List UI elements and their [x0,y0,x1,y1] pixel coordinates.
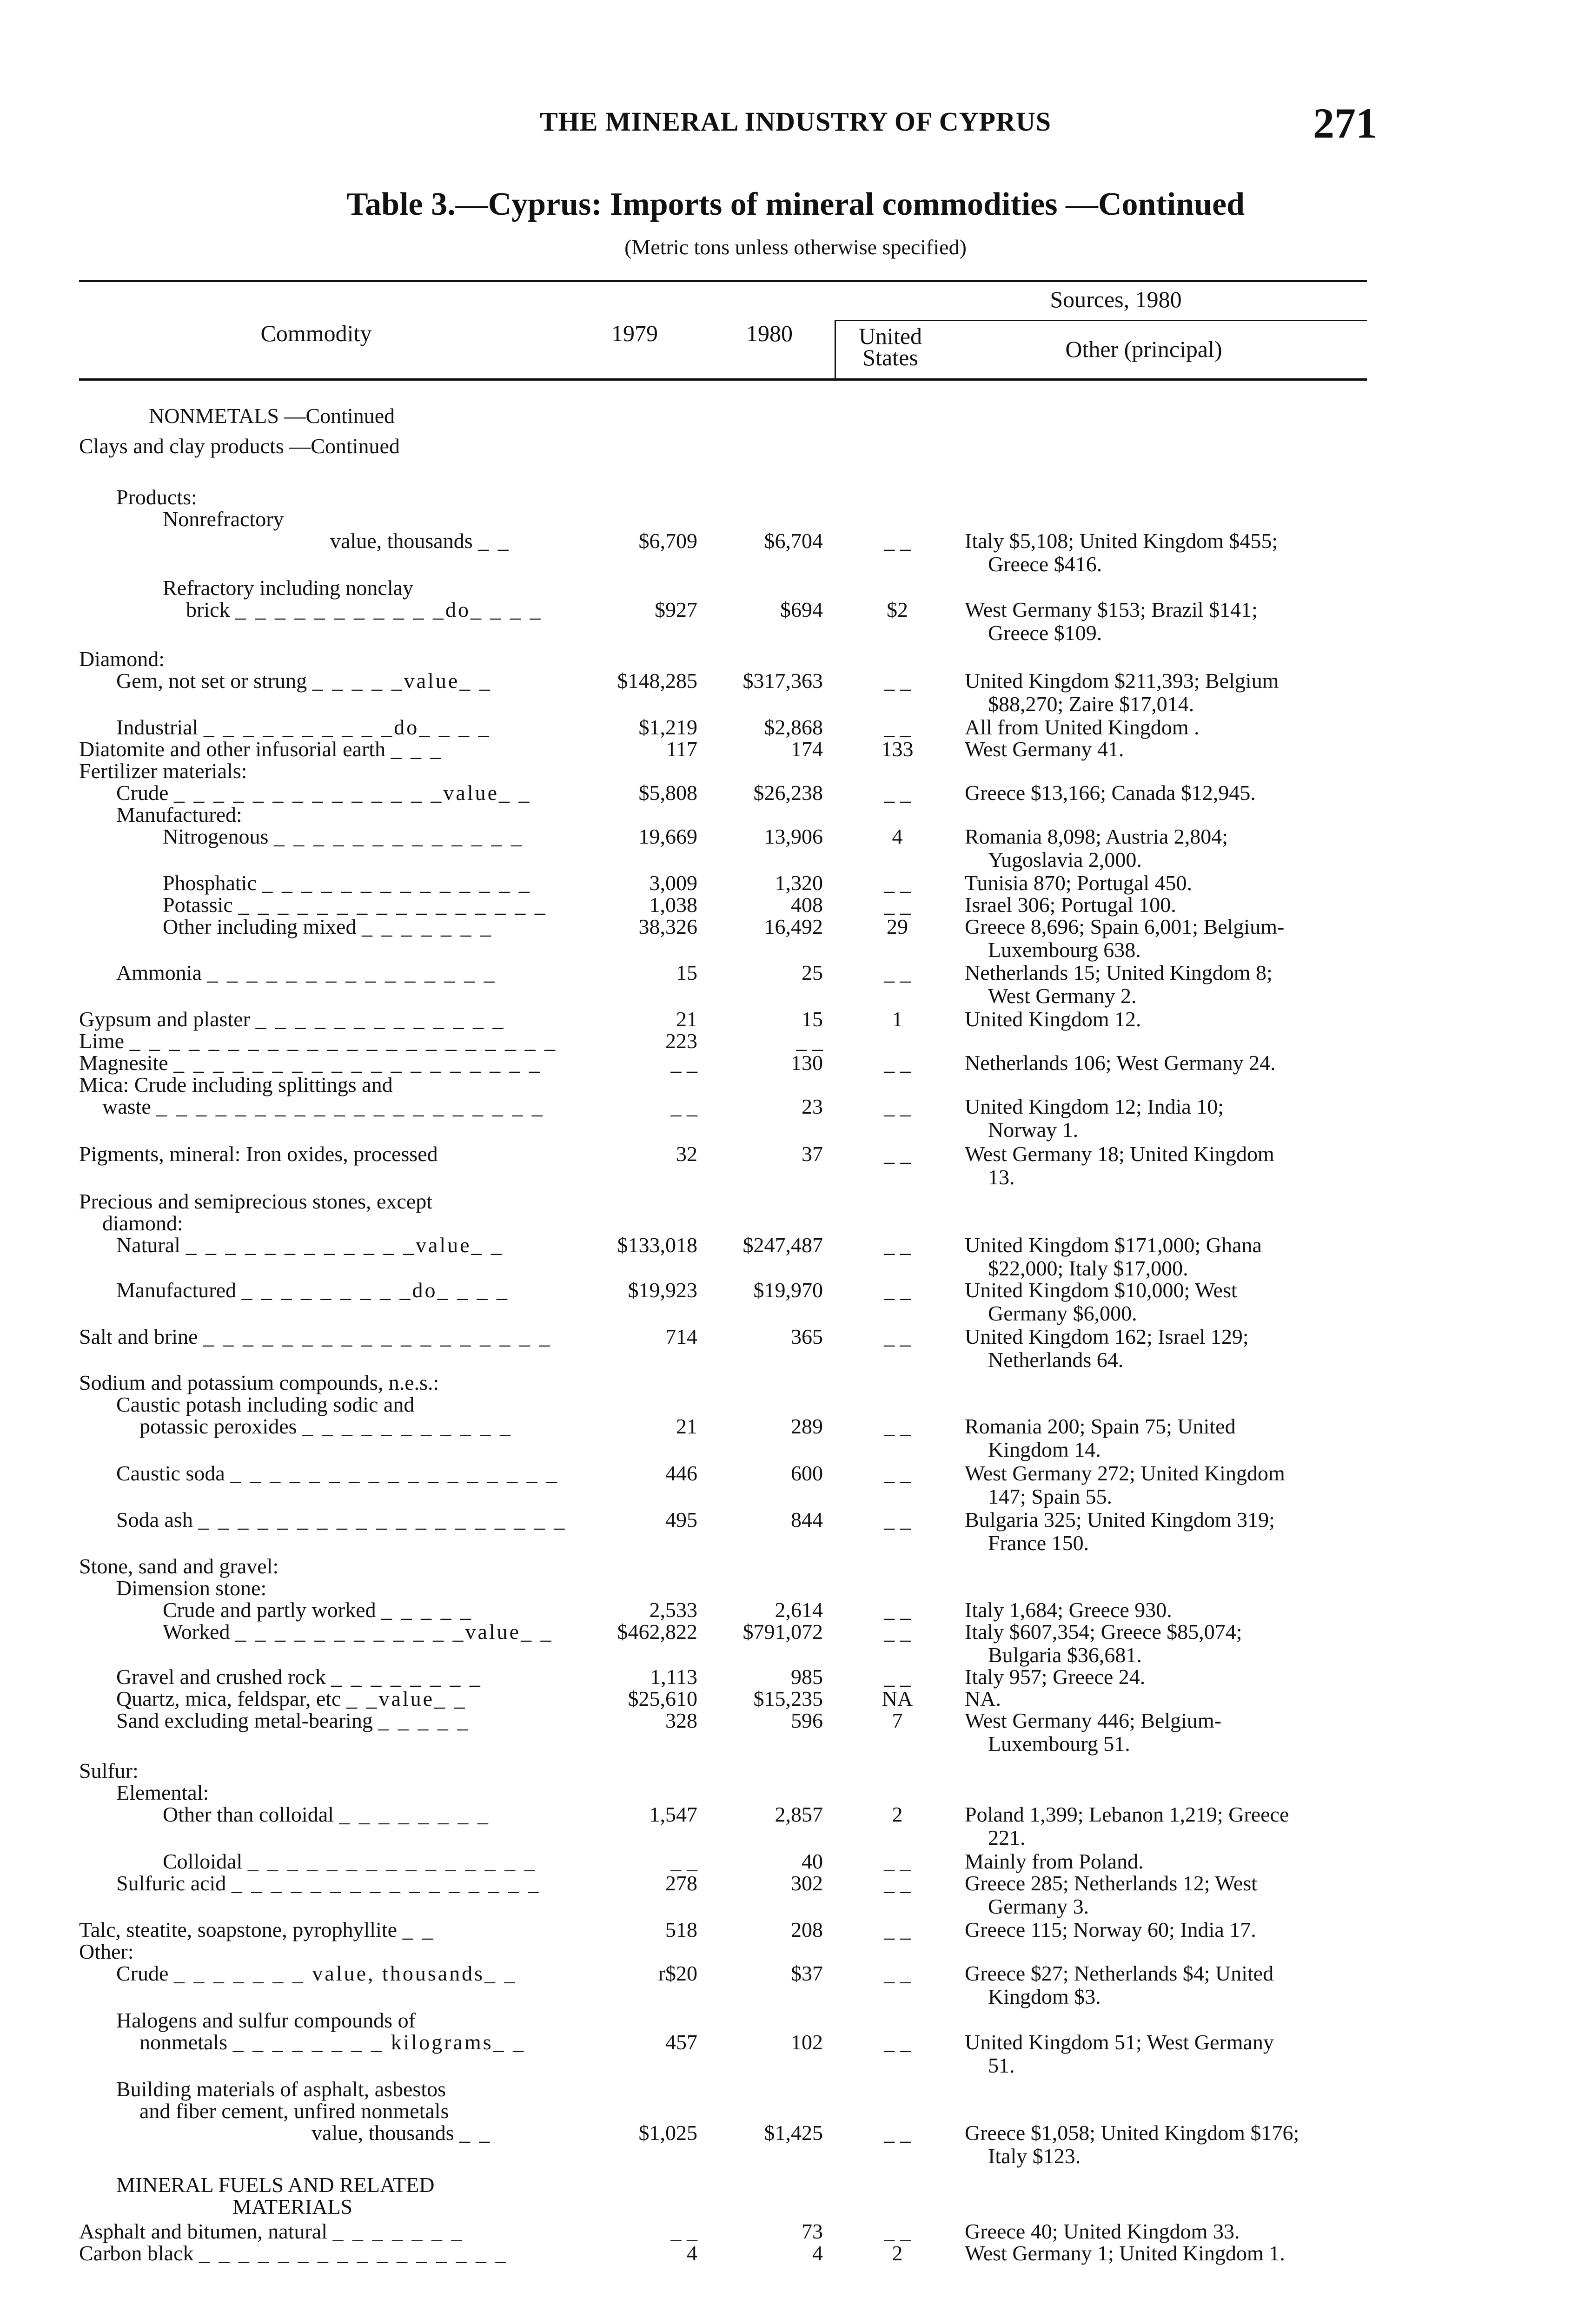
value-other-principal: Romania 200; Spain 75; United Kingdom 14. [965,1414,1236,1461]
value-united-states: 4 [892,825,903,848]
commodity-label: Ammonia _ _ _ _ _ _ _ _ _ _ _ _ _ _ _ [116,961,497,984]
commodity-label: Caustic potash including sodic and [116,1393,415,1416]
commodity-label: Caustic soda _ _ _ _ _ _ _ _ _ _ _ _ _ _ _ _ _ [116,1461,559,1485]
value-1980: 208 [791,1918,823,1941]
value-1979: $133,018 [617,1233,697,1257]
value-1980: 596 [791,1709,823,1732]
value-united-states: _ _ [884,1414,911,1438]
value-1979: _ _ [670,1849,697,1873]
value-united-states: _ _ [884,1620,911,1644]
value-other-principal: West Germany 1; United Kingdom 1. [965,2241,1285,2265]
value-1979: $927 [655,598,697,621]
value-united-states: _ _ [884,1095,911,1118]
commodity-label: Nitrogenous _ _ _ _ _ _ _ _ _ _ _ _ _ [163,825,524,848]
value-1979: 223 [665,1029,697,1053]
commodity-label: Salt and brine _ _ _ _ _ _ _ _ _ _ _ _ _ _ _ _ _ _ [79,1325,552,1348]
value-1979: 446 [665,1461,697,1485]
value-other-principal: Italy 1,684; Greece 930. [965,1598,1172,1622]
commodity-label: Sodium and potassium compounds, n.e.s.: [79,1371,439,1394]
commodity-label: Other than colloidal _ _ _ _ _ _ _ _ [163,1802,490,1826]
value-united-states: _ _ [884,1598,911,1622]
value-united-states: 2 [892,1802,903,1826]
value-other-principal: West Germany $153; Brazil $141; Greece $109. [965,598,1258,645]
header-commodity: Commodity [260,320,372,346]
header-united-states-line2: States [862,344,918,370]
value-united-states: _ _ [884,715,911,739]
commodity-label: Other including mixed _ _ _ _ _ _ _ [163,915,493,938]
value-1980: 73 [802,2219,823,2243]
value-1979: $19,923 [628,1278,697,1302]
commodity-label: Potassic _ _ _ _ _ _ _ _ _ _ _ _ _ _ _ _ [163,893,547,917]
header-united-states-line1: United [858,323,922,349]
value-1979: 1,113 [650,1665,697,1689]
value-other-principal: Poland 1,399; Lebanon 1,219; Greece 221. [965,1802,1289,1849]
commodity-label: MATERIALS [232,2195,353,2218]
value-other-principal: Greece 115; Norway 60; India 17. [965,1918,1256,1941]
value-1979: 2,533 [649,1598,697,1622]
value-other-principal: West Germany 272; United Kingdom 147; Spain 55. [965,1461,1285,1508]
value-1979: 21 [676,1414,697,1438]
value-other-principal: Greece $13,166; Canada $12,945. [965,781,1256,805]
running-head: THE MINERAL INDUSTRY OF CYPRUS [540,106,1051,137]
commodity-label: value, thousands _ _ [330,529,510,553]
value-united-states: 7 [892,1709,903,1732]
value-other-principal: Italy $607,354; Greece $85,074; Bulgaria $36,681. [965,1620,1242,1667]
value-other-principal: United Kingdom 162; Israel 129; Netherlands 64. [965,1325,1249,1372]
commodity-label: Lime _ _ _ _ _ _ _ _ _ _ _ _ _ _ _ _ _ _ _ _ _ _ [79,1029,557,1053]
value-other-principal: Netherlands 106; West Germany 24. [965,1051,1276,1075]
value-united-states: _ _ [884,1871,911,1895]
commodity-label: Gem, not set or strung _ _ _ _ _value_ _ [116,669,492,693]
commodity-label: Fertilizer materials: [79,759,247,783]
value-1979: 457 [665,2030,697,2054]
value-united-states: $2 [887,598,908,621]
value-other-principal: Italy $5,108; United Kingdom $455; Greece $416. [965,529,1278,576]
value-other-principal: West Germany 18; United Kingdom 13. [965,1142,1274,1189]
commodity-label: Sulfur: [79,1759,139,1783]
value-1979: 15 [676,961,697,984]
value-1980: 600 [791,1461,823,1485]
commodity-label: Crude and partly worked _ _ _ _ _ [163,1598,473,1622]
value-other-principal: Greece 40; United Kingdom 33. [965,2219,1240,2243]
value-1979: $6,709 [638,529,697,553]
value-1980: 1,320 [775,871,823,895]
commodity-label: Colloidal _ _ _ _ _ _ _ _ _ _ _ _ _ _ _ [163,1849,537,1873]
commodity-label: Clays and clay products —Continued [79,434,400,458]
value-other-principal: United Kingdom $10,000; West Germany $6,000. [965,1278,1237,1325]
value-1980: $37 [791,1961,823,1985]
commodity-label: Refractory including nonclay [163,576,414,600]
commodity-label: value, thousands _ _ [312,2121,492,2145]
value-other-principal: Greece $27; Netherlands $4; United Kingdom $3. [965,1961,1274,2008]
value-1979: _ _ [670,1051,697,1075]
commodity-label: Manufactured: [116,803,242,826]
commodity-label: Crude _ _ _ _ _ _ _ _ _ _ _ _ _ _value_ _ [116,781,531,805]
header-other-principal: Other (principal) [1065,336,1222,362]
commodity-label: Asphalt and bitumen, natural _ _ _ _ _ _ _ [79,2219,464,2243]
value-1980: 844 [791,1508,823,1532]
commodity-label: Halogens and sulfur compounds of [116,2008,416,2032]
commodity-label: Magnesite _ _ _ _ _ _ _ _ _ _ _ _ _ _ _ _ _ _ _ [79,1051,542,1075]
value-1980: 130 [791,1051,823,1075]
value-1979: 1,038 [649,893,697,917]
value-united-states: _ _ [884,1278,911,1302]
value-1980: 25 [802,961,823,984]
value-other-principal: Greece 8,696; Spain 6,001; Belgium- Luxembourg 638. [965,915,1285,962]
commodity-label: Carbon black _ _ _ _ _ _ _ _ _ _ _ _ _ _ _ _ [79,2241,508,2265]
value-1980: 40 [802,1849,823,1873]
value-united-states: _ _ [884,2121,911,2145]
commodity-label: Sand excluding metal-bearing _ _ _ _ _ [116,1709,470,1732]
value-1980: 13,906 [764,825,823,848]
value-1979: $25,610 [628,1687,697,1710]
value-1979: 328 [665,1709,697,1732]
commodity-label: Natural _ _ _ _ _ _ _ _ _ _ _ _value_ _ [116,1233,504,1257]
commodity-label: Diatomite and other infusorial earth _ _ _ [79,737,443,761]
value-1979: 4 [687,2241,697,2265]
value-united-states: _ _ [884,1849,911,1873]
value-1980: _ _ [796,1029,823,1053]
value-united-states: _ _ [884,1461,911,1485]
value-1979: 714 [665,1325,697,1348]
value-united-states: _ _ [884,871,911,895]
value-1980: $247,487 [742,1233,823,1257]
value-other-principal: Tunisia 870; Portugal 450. [965,871,1193,895]
value-1980: 15 [802,1007,823,1031]
value-1980: $694 [780,598,823,621]
value-united-states: _ _ [884,1233,911,1257]
value-other-principal: Romania 8,098; Austria 2,804; Yugoslavia 2,000. [965,825,1228,872]
value-1980: 2,614 [775,1598,823,1622]
commodity-label: Products: [116,485,197,509]
value-1979: 3,009 [649,871,697,895]
value-1980: $15,235 [753,1687,823,1710]
value-united-states: 133 [881,737,914,761]
commodity-label: Talc, steatite, soapstone, pyrophyllite _ _ [79,1918,435,1941]
value-other-principal: United Kingdom $211,393; Belgium $88,270; Zaire $17,014. [965,669,1279,716]
value-united-states: _ _ [884,1325,911,1348]
value-1979: 32 [676,1142,697,1166]
header-1980: 1980 [746,320,793,346]
commodity-label: Quartz, mica, feldspar, etc _ _value_ _ [116,1687,467,1710]
value-1979: _ _ [670,1095,697,1118]
value-1980: 4 [812,2241,823,2265]
commodity-label: Nonrefractory [163,507,284,531]
table-subtitle: (Metric tons unless otherwise specified) [624,235,967,259]
commodity-label: waste _ _ _ _ _ _ _ _ _ _ _ _ _ _ _ _ _ _ _ _ [102,1095,544,1118]
value-united-states: _ _ [884,1961,911,1985]
value-united-states: 29 [887,915,908,938]
value-united-states: _ _ [884,529,911,553]
commodity-label: Phosphatic _ _ _ _ _ _ _ _ _ _ _ _ _ _ [163,871,531,895]
value-united-states: _ _ [884,1665,911,1689]
commodity-label: Soda ash _ _ _ _ _ _ _ _ _ _ _ _ _ _ _ _ _ _ _ [116,1508,567,1532]
commodity-label: Manufactured _ _ _ _ _ _ _ _ _do_ _ _ _ [116,1278,509,1302]
value-1979: $1,025 [638,2121,697,2145]
value-other-principal: Greece $1,058; United Kingdom $176; Italy $123. [965,2121,1299,2168]
commodity-label: brick _ _ _ _ _ _ _ _ _ _ _do_ _ _ _ [186,598,543,621]
value-1979: $1,219 [638,715,697,739]
commodity-label: Precious and semiprecious stones, except [79,1189,433,1213]
value-1979: r$20 [658,1961,697,1985]
value-1980: $317,363 [742,669,823,693]
value-united-states: NA [882,1687,913,1710]
commodity-label: Stone, sand and gravel: [79,1554,279,1578]
table-title: Table 3.—Cyprus: Imports of mineral commodities —Continued [346,186,1245,222]
commodity-label: Gypsum and plaster _ _ _ _ _ _ _ _ _ _ _ _ _ [79,1007,505,1031]
value-united-states: _ _ [884,1142,911,1166]
commodity-label: Gravel and crushed rock _ _ _ _ _ _ _ _ [116,1665,482,1689]
commodity-label: Elemental: [116,1781,209,1804]
commodity-label: Building materials of asphalt, asbestos [116,2077,446,2101]
commodity-label: Other: [79,1940,134,1963]
value-other-principal: Bulgaria 325; United Kingdom 319; France 150. [965,1508,1275,1555]
value-other-principal: United Kingdom 12. [965,1007,1141,1031]
value-1979: 1,547 [649,1802,697,1826]
value-1980: 102 [791,2030,823,2054]
value-other-principal: Mainly from Poland. [965,1849,1144,1873]
commodity-label: MINERAL FUELS AND RELATED [116,2173,435,2197]
value-1979: 278 [665,1871,697,1895]
value-other-principal: All from United Kingdom . [965,715,1200,739]
value-united-states: _ _ [884,1508,911,1532]
value-united-states: _ _ [884,669,911,693]
value-1980: $2,868 [764,715,823,739]
value-1980: $19,970 [753,1278,823,1302]
value-1980: 985 [791,1665,823,1689]
value-united-states: _ _ [884,2219,911,2243]
value-other-principal: Netherlands 15; United Kingdom 8; West Germany 2. [965,961,1273,1008]
commodity-label: Crude _ _ _ _ _ _ _ value, thousands_ _ [116,1961,517,1985]
commodity-label: Industrial _ _ _ _ _ _ _ _ _ _do_ _ _ _ [116,715,491,739]
commodity-label: potassic peroxides _ _ _ _ _ _ _ _ _ _ _ [139,1414,513,1438]
value-1980: $6,704 [764,529,823,553]
value-united-states: _ _ [884,893,911,917]
value-other-principal: West Germany 41. [965,737,1124,761]
value-other-principal: West Germany 446; Belgium- Luxembourg 51. [965,1709,1222,1756]
page-number: 271 [1313,99,1377,147]
value-1980: $1,425 [764,2121,823,2145]
value-other-principal: United Kingdom 51; West Germany 51. [965,2030,1274,2077]
value-other-principal: Italy 957; Greece 24. [965,1665,1146,1689]
value-1979: 117 [666,737,697,761]
value-united-states: 1 [892,1007,903,1031]
value-1979: $5,808 [638,781,697,805]
value-united-states: _ _ [884,2030,911,2054]
value-1979: 495 [665,1508,697,1532]
header-sources: Sources, 1980 [1050,286,1182,312]
value-other-principal: Israel 306; Portugal 100. [965,893,1176,917]
value-1979: 38,326 [638,915,697,938]
header-1979: 1979 [611,320,658,346]
value-other-principal: NA. [965,1687,1001,1710]
value-1980: 16,492 [764,915,823,938]
value-1979: $462,822 [617,1620,697,1644]
value-1979: 21 [676,1007,697,1031]
commodity-label: diamond: [102,1211,183,1235]
value-1980: 37 [802,1142,823,1166]
value-1980: 174 [791,737,823,761]
value-other-principal: United Kingdom $171,000; Ghana $22,000; Italy $17,000. [965,1233,1262,1280]
value-united-states: _ _ [884,781,911,805]
value-1979: $148,285 [617,669,697,693]
commodity-label: Dimension stone: [116,1576,267,1600]
commodity-label: Mica: Crude including splittings and [79,1073,393,1096]
value-1980: 2,857 [775,1802,823,1826]
commodity-label: Diamond: [79,647,165,671]
commodity-label: Pigments, mineral: Iron oxides, processed [79,1142,438,1166]
value-united-states: _ _ [884,1051,911,1075]
commodity-label: Worked _ _ _ _ _ _ _ _ _ _ _ _value_ _ [163,1620,553,1644]
value-other-principal: Greece 285; Netherlands 12; West Germany 3. [965,1871,1258,1918]
value-1980: 365 [791,1325,823,1348]
value-1979: 19,669 [638,825,697,848]
value-1980: 289 [791,1414,823,1438]
value-1980: 23 [802,1095,823,1118]
value-1979: 518 [665,1918,697,1941]
value-1980: $26,238 [753,781,823,805]
commodity-label: NONMETALS —Continued [149,404,395,428]
commodity-label: nonmetals _ _ _ _ _ _ _ _ kilograms_ _ [139,2030,526,2054]
commodity-label: Sulfuric acid _ _ _ _ _ _ _ _ _ _ _ _ _ _ _ _ [116,1871,541,1895]
value-1980: 302 [791,1871,823,1895]
value-1980: 408 [791,893,823,917]
value-united-states: _ _ [884,961,911,984]
value-1980: $791,072 [742,1620,823,1644]
value-united-states: _ _ [884,1918,911,1941]
value-1979: _ _ [670,2219,697,2243]
value-united-states: 2 [892,2241,903,2265]
value-other-principal: United Kingdom 12; India 10; Norway 1. [965,1095,1224,1142]
commodity-label: and fiber cement, unfired nonmetals [139,2099,449,2123]
